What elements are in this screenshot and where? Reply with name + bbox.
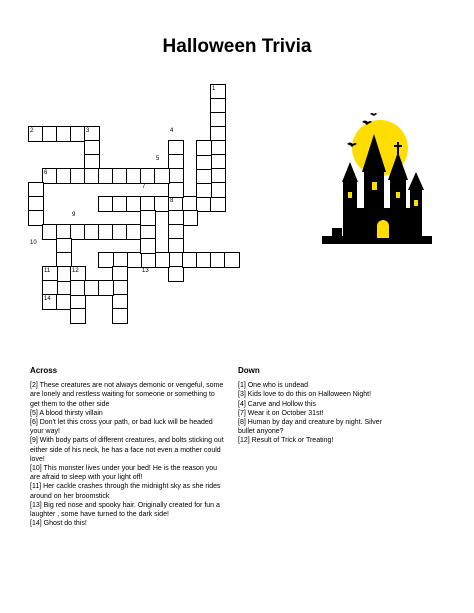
grid-cell[interactable] [182, 210, 198, 226]
down-clue: [7] Wear it on October 31st! [238, 409, 324, 417]
grid-cell[interactable] [224, 252, 240, 268]
clue-number: 5 [156, 156, 160, 162]
grid-cell[interactable] [210, 182, 226, 198]
clue-number: 7 [142, 184, 146, 190]
grid-cell[interactable] [196, 168, 212, 184]
down-clue: [8] Human by day and creature by night. Silver bullet anyone? [238, 419, 382, 436]
grid-cell[interactable] [154, 168, 170, 184]
down-clue: [1] One who is undead [238, 382, 309, 390]
down-clue: [4] Carve and Hollow this [238, 400, 316, 408]
grid-cell[interactable] [196, 154, 212, 170]
grid-cell[interactable] [196, 140, 212, 156]
page-title: Halloween Trivia [162, 36, 312, 57]
across-clue: [10] This monster lives under your bed! He is the reason you are afraid to sleep with your light off! [30, 465, 218, 482]
grid-cell[interactable] [196, 182, 212, 198]
across-clue: [13] Big red nose and spooky hair. Originally created for fun a laughter , some have turned to the dark side! [30, 501, 220, 519]
clue-number: 4 [170, 128, 174, 134]
down-clues [238, 366, 388, 446]
clue-number: 3 [86, 128, 90, 134]
grid-cell[interactable] [70, 308, 86, 324]
grid-cell[interactable] [168, 266, 184, 282]
grid-cell[interactable] [140, 210, 156, 226]
clue-number: 11 [44, 268, 51, 274]
grid-cell[interactable] [140, 252, 156, 268]
across-heading: Across [30, 366, 58, 375]
clue-number: 14 [44, 296, 51, 302]
clue-number: 6 [44, 170, 48, 176]
grid-cell[interactable] [210, 196, 226, 212]
across-clue: [11] Her cackle crashes through the midnight sky as she rides around on her broomstick [30, 483, 221, 500]
clue-number: 1 [212, 86, 216, 92]
clue-number: 8 [170, 198, 174, 204]
grid-cell[interactable] [168, 182, 184, 198]
across-clues [30, 366, 226, 528]
across-clue: [2] These creatures are not always demonic or vengeful, some are lonely and restless waiting for someone or something to get them to the other side [30, 382, 224, 408]
across-clue: [5] A blood thirsty villain [30, 409, 103, 417]
grid-cell[interactable] [98, 280, 114, 296]
down-clue: [3] Kids love to do this on Halloween Night! [238, 391, 372, 399]
clue-number: 12 [72, 268, 79, 274]
grid-cell[interactable] [140, 238, 156, 254]
clue-number: 13 [142, 268, 149, 274]
clue-number: 10 [30, 240, 37, 246]
haunted-castle-icon [322, 112, 432, 244]
down-clue: [12] Result of Trick or Treating! [238, 437, 334, 445]
grid-cell[interactable] [154, 252, 170, 268]
across-clue: [6] Don't let this cross your path, or bad luck will be headed your way! [30, 419, 213, 436]
grid-cell[interactable] [126, 252, 142, 268]
clue-number: 9 [72, 212, 76, 218]
across-clue: [14] Ghost do this! [30, 520, 87, 528]
grid-cell[interactable] [112, 308, 128, 324]
down-heading: Down [238, 366, 260, 375]
across-clue: [9] With body parts of different creatures, and bolts sticking out either side of his neck, he has a face not even a mother could love! [30, 437, 224, 463]
clue-number: 2 [30, 128, 34, 134]
